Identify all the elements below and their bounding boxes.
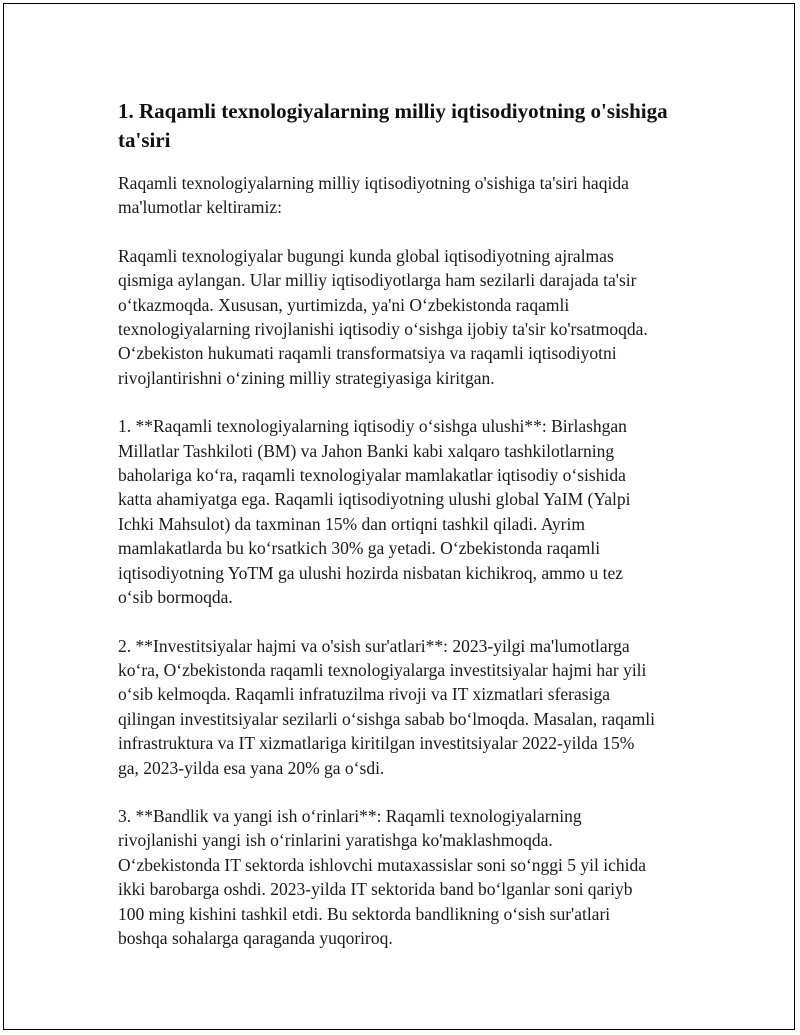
section-heading: 1. Raqamli texnologiyalarning milliy iqtisodiyotning o'sishiga ta'siri <box>118 99 668 152</box>
point-2-paragraph: 2. **Investitsiyalar hajmi va o'sish sur'atlari**: 2023-yilgi ma'lumotlarga ko‘ra, O‘zbekistonda raqamli texnologiyalarga investitsiyalar hajmi har yili o‘sib kelmoqda. Raqamli infratuzilma rivoji va IT xizmatlari sferasiga qilingan investitsiyalar sezilarli o‘sishga sabab bo‘lmoqda. Masalan, raqamli infrastruktura va IT xizmatlariga kiritilgan investitsiyalar 2022-yilda 15% ga, 2023-yilda esa yana 20% ga o‘sdi. <box>118 635 656 778</box>
document-page <box>3 3 795 1030</box>
point-3-paragraph: 3. **Bandlik va yangi ish o‘rinlari**: Raqamli texnologiyalarning rivojlanishi yangi ish o‘rinlarini yaratishga ko'maklashmoqda. O‘zbekistonda IT sektorda ishlovchi mutaxassislar soni so‘nggi 5 yil ichida ikki barobarga oshdi. 2023-yilda IT sektorida band bo‘lganlar soni qariyb 100 ming kishini tashkil etdi. Bu sektorda bandlikning o‘sish sur'atlari boshqa sohalarga qaraganda yuqoriroq. <box>118 805 646 948</box>
document-content <box>118 97 688 974</box>
overview-paragraph: Raqamli texnologiyalar bugungi kunda global iqtisodiyotning ajralmas qismiga aylangan. Ular milliy iqtisodiyotlarga ham sezilarli darajada ta'sir o‘tkazmoqda. Xususan, yurtimizda, ya'ni O‘zbekistonda raqamli texnologiyalarning rivojlanishi iqtisodiy o‘sishga ijobiy ta'sir ko'rsatmoqda. O‘zbekiston hukumati raqamli transformatsiya va raqamli iqtisodiyotni rivojlantirishni o‘zining milliy strategiyasiga kiritgan. <box>118 245 648 388</box>
point-1-paragraph: 1. **Raqamli texnologiyalarning iqtisodiy o‘sishga ulushi**: Birlashgan Millatlar Tashkiloti (BM) va Jahon Banki kabi xalqaro tashkilotlarning baholariga ko‘ra, raqamli texnologiyalar mamlakatlar iqtisodiy o‘sishida katta ahamiyatga ega. Raqamli iqtisodiyotning ulushi global YaIM (Yalpi Ichki Mahsulot) da taxminan 15% dan ortiqni tashkil qiladi. Ayrim mamlakatlarda bu ko‘rsatkich 30% ga yetadi. O‘zbekistonda raqamli iqtisodiyotning YoTM ga ulushi hozirda nisbatan kichikroq, ammo u tez o‘sib bormoqda. <box>118 416 631 608</box>
intro-paragraph: Raqamli texnologiyalarning milliy iqtisodiyotning o'sishiga ta'siri haqida ma'lumotlar keltiramiz: <box>118 173 629 218</box>
